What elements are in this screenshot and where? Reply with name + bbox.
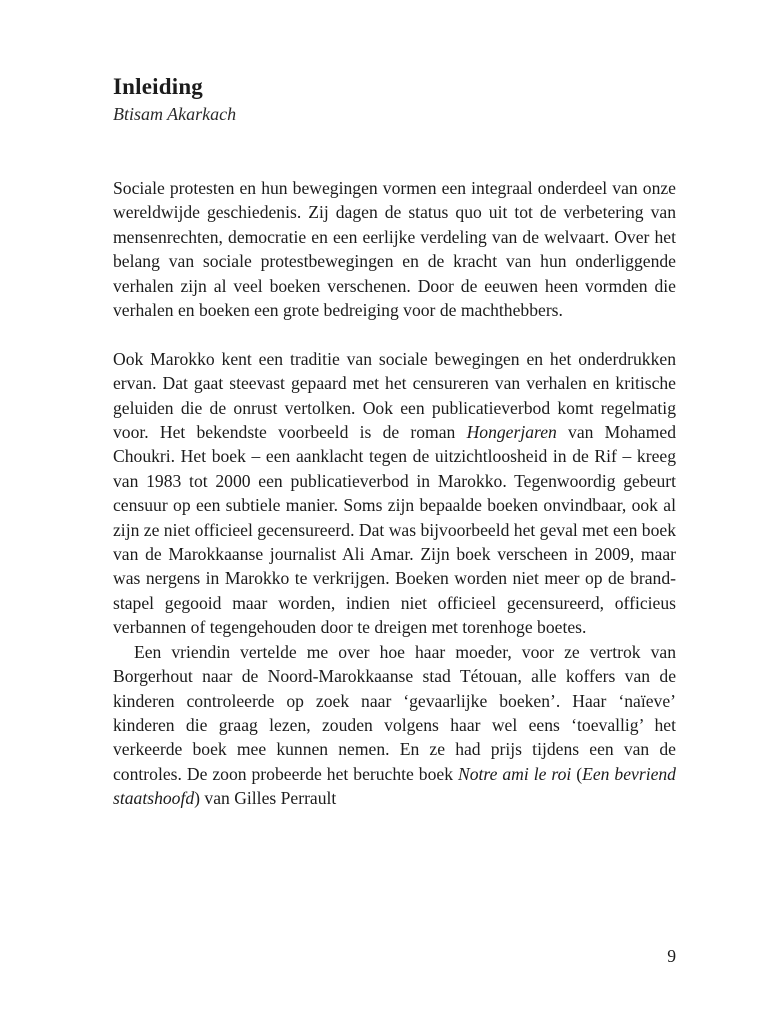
paragraph	[113, 176, 676, 322]
italic-title: Notre ami le roi	[457, 763, 572, 784]
text-run: ) van Gilles Perrault	[194, 788, 337, 809]
italic-title: Hongerjaren	[466, 422, 557, 443]
book-page	[113, 72, 676, 809]
paragraph	[113, 347, 676, 640]
text-run: (	[571, 763, 583, 784]
paragraph	[113, 640, 676, 811]
text-run: van Mohamed Choukri. Het boek – een aanklacht tegen de uitzichtloosheid in de Rif – kreeg van 1983 tot 2000 een publicatieverbod in Marokko. Tegenwoordig gebeurt censuur op een subtiele manier. Soms zijn bepaalde boeken onvindbaar, ook al zijn ze niet officieel gecensureerd. Dat was bijvoorbeeld het geval met een boek van de Marokkaanse journalist Ali Amar. Zijn boek verscheen in 2009, maar was nergens in Marokko te verkrijgen. Boeken worden niet meer op de brandstapel gegooid maar worden, indien niet officieel gecensureerd, officieus verbannen of tegengehouden door te dreigen met torenhoge boetes.	[113, 422, 676, 638]
body-text	[113, 176, 676, 811]
page-number: 9	[667, 946, 676, 966]
text-run: Sociale protesten en hun bewegingen vormen een integraal onderdeel van onze wereldwijde geschiedenis. Zij dagen de status quo uit tot de verbetering van mensenrechten, democratie en een eerlijke verdeling van de welvaart. Over het belang van sociale protestbewegingen en de kracht van hun onderliggende verhalen zijn al veel boeken verschenen. Door de eeuwen heen vormden die verhalen en boeken een grote bedreiging voor de machthebbers.	[113, 178, 676, 321]
text-run: Ook Marokko kent een traditie van sociale bewegingen en het onderdrukken ervan. Dat gaat steevast gepaard met het censureren van verhalen en kritische geluiden die de onrust vertolken. Ook een publicatieverbod komt regelmatig voor. Het bekendste voorbeeld is de roman	[113, 348, 676, 443]
chapter-author: Btisam Akarkach	[113, 104, 237, 124]
chapter-title: Inleiding	[113, 74, 204, 99]
italic-title: Een bevriend staatshoofd	[113, 763, 676, 809]
text-run: Een vriendin vertelde me over hoe haar moeder, voor ze vertrok van Borgerhout naar de Noord-Marokkaanse stad Tétouan, alle koffers van de kinderen controleerde op zoek naar ‘gevaarlijke boeken’. Haar ‘naïeve’ kinderen die graag lezen, zouden volgens haar wel eens ‘toevallig’ het verkeerde boek mee kunnen nemen. En ze had prijs tijdens een van de controles. De zoon probeerde het beruchte boek	[113, 641, 676, 784]
